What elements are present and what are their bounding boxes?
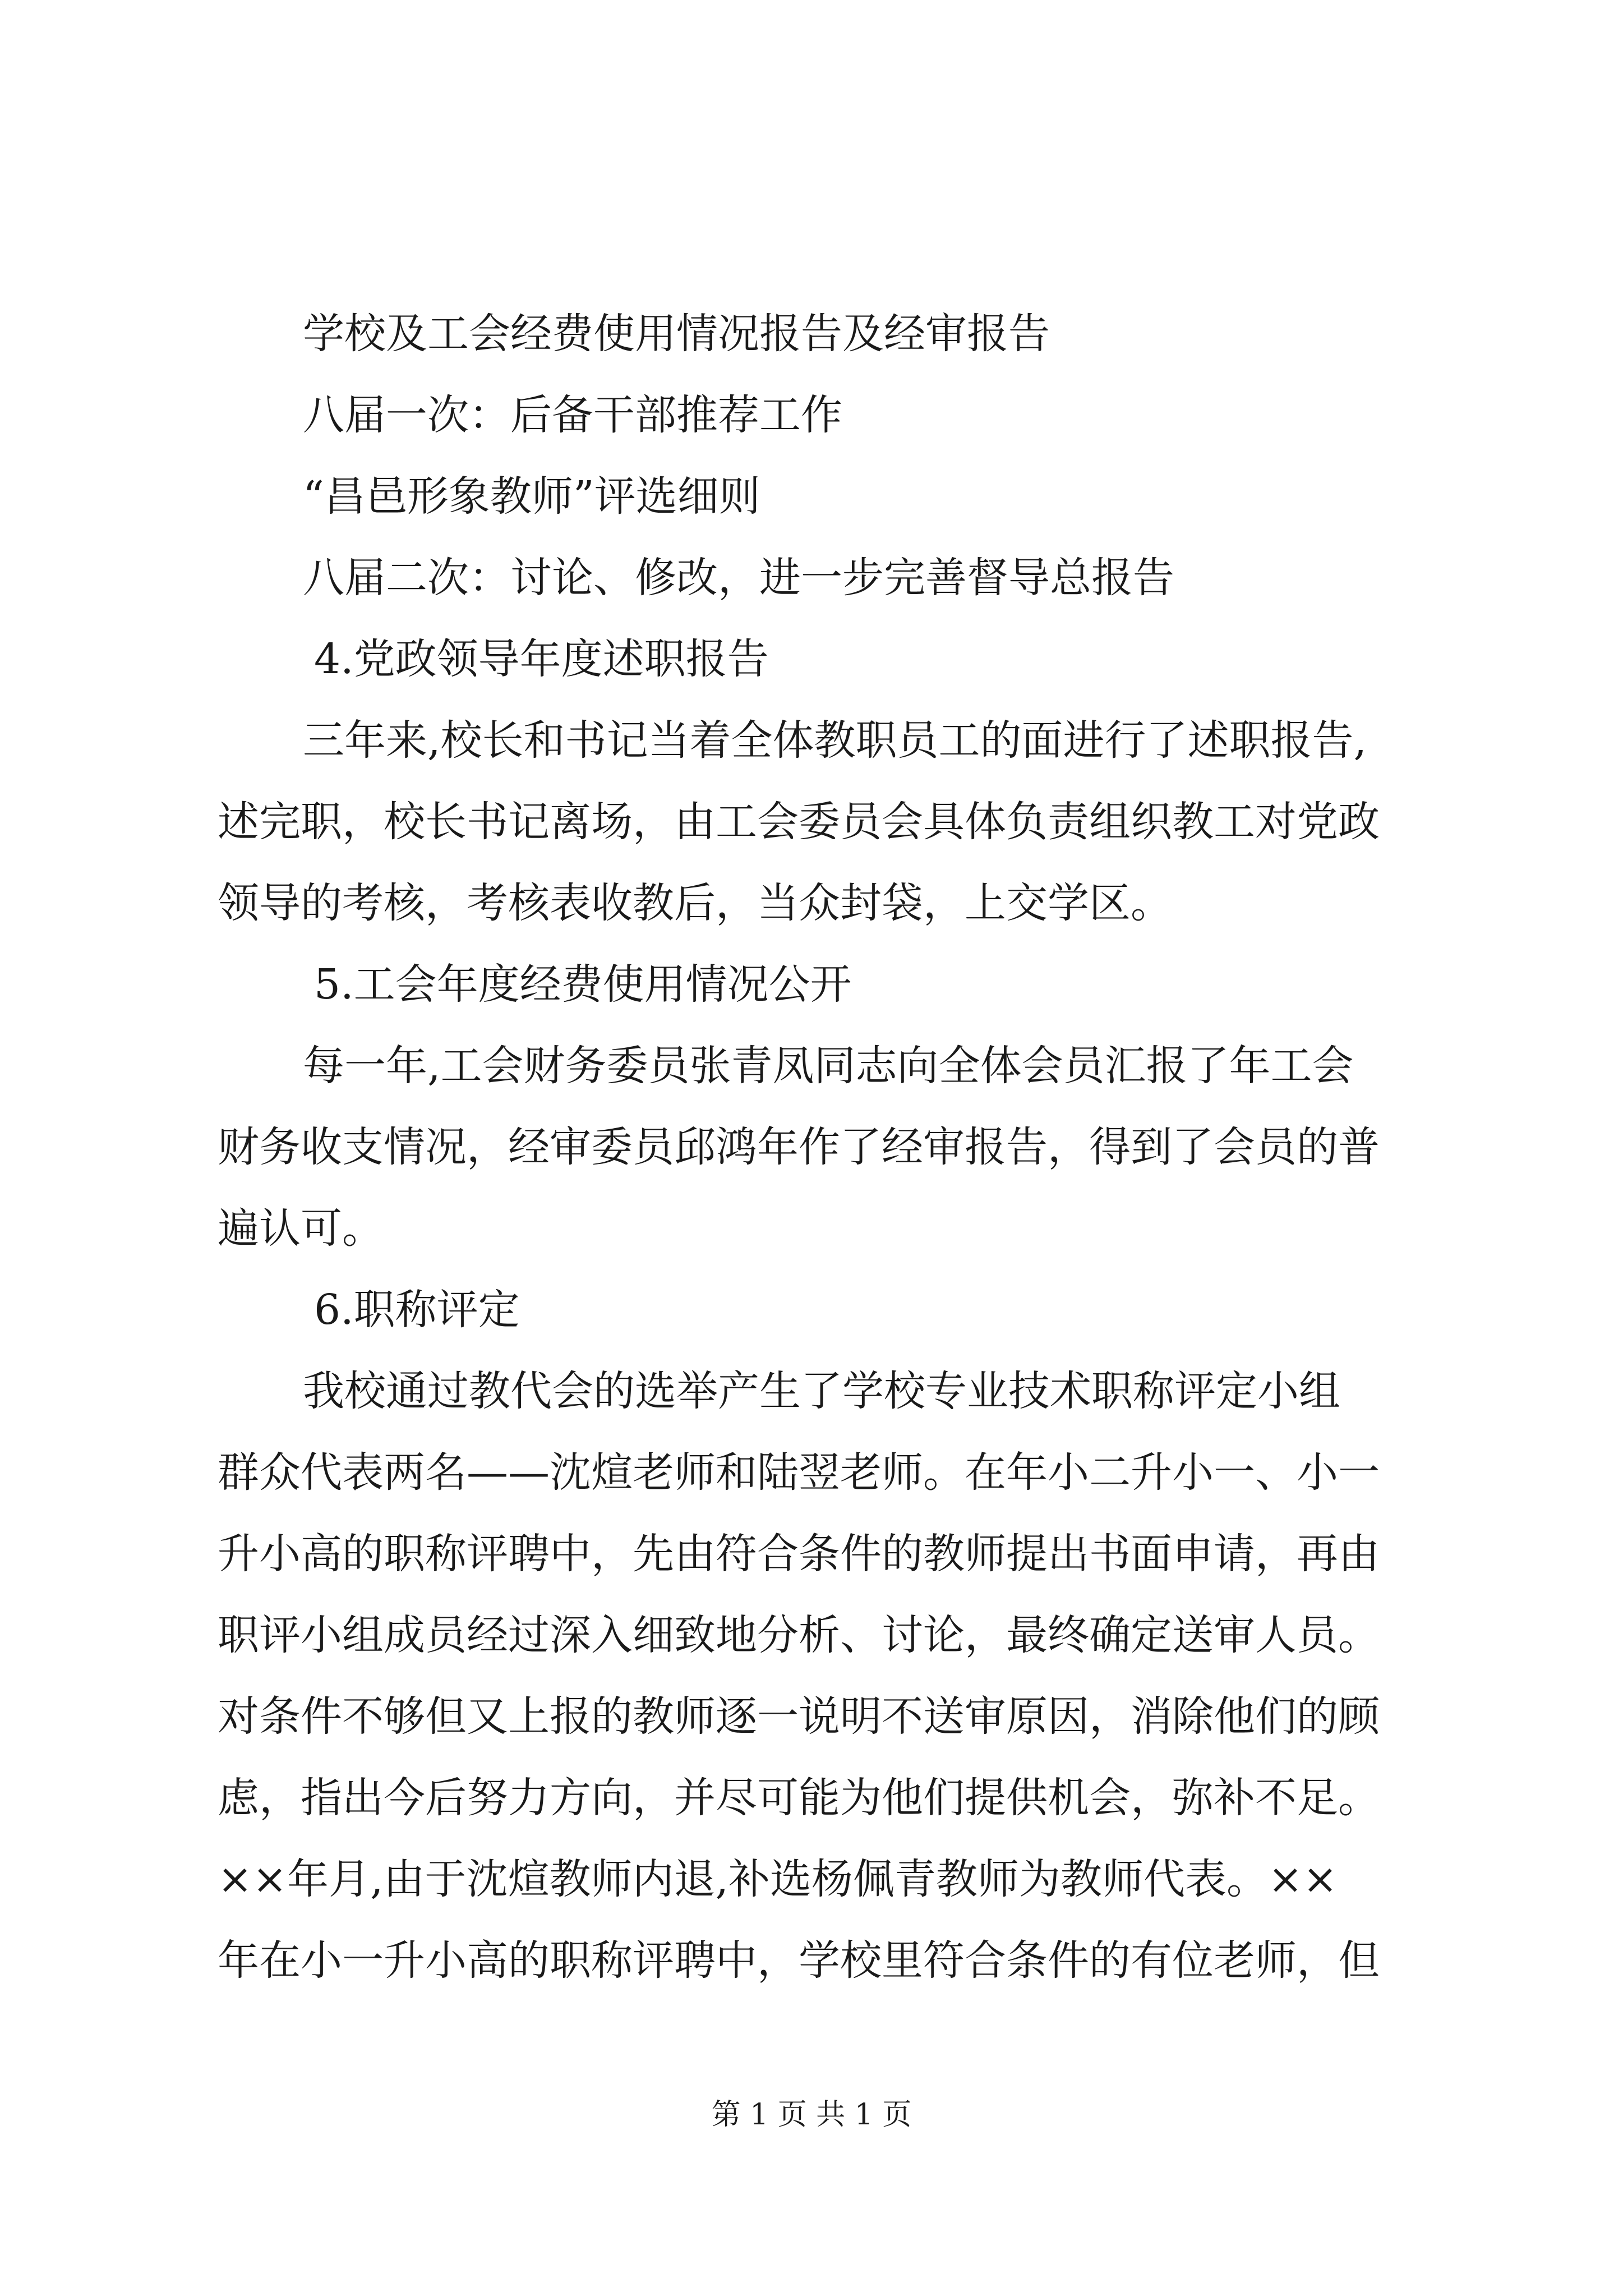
section-heading: 6.职称评定 xyxy=(314,1286,520,1334)
text-line: 学校及工会经费使用情况报告及经审报告 xyxy=(303,310,1050,358)
text-line: 升小高的职称评聘中，先由符合条件的教师提出书面申请，再由 xyxy=(218,1530,1380,1578)
text-line: 八届一次：后备干部推荐工作 xyxy=(303,391,842,439)
text-line: 我校通过教代会的选举产生了学校专业技术职称评定小组 xyxy=(303,1367,1340,1415)
text-line: 年在小一升小高的职称评聘中，学校里符合条件的有位老师，但 xyxy=(218,1936,1380,1985)
text-line: 领导的考核，考核表收教后，当众封袋，上交学区。 xyxy=(218,879,1172,927)
page-footer: 第 1 页 共 1 页 xyxy=(711,2098,912,2132)
text-line: 财务收支情况，经审委员邱鸿年作了经审报告，得到了会员的普 xyxy=(218,1123,1380,1171)
text-line: 遍认可。 xyxy=(218,1204,384,1253)
text-line: 对条件不够但又上报的教师逐一说明不送审原因，消除他们的顾 xyxy=(218,1692,1380,1741)
text-line: 每一年,工会财务委员张青凤同志向全体会员汇报了年工会 xyxy=(303,1042,1354,1090)
text-line: “昌邑形象教师”评选细则 xyxy=(303,472,760,521)
section-heading: 5.工会年度经费使用情况公开 xyxy=(314,960,852,1009)
text-line: 三年来,校长和书记当着全体教职员工的面进行了述职报告, xyxy=(303,716,1367,765)
text-line: 八届二次：讨论、修改，进一步完善督导总报告 xyxy=(303,554,1174,602)
text-line: 述完职，校长书记离场，由工会委员会具体负责组织教工对党政 xyxy=(218,798,1380,846)
text-line: 群众代表两名——沈煊老师和陆翌老师。在年小二升小一、小一 xyxy=(218,1448,1380,1497)
text-line: 职评小组成员经过深入细致地分析、讨论，最终确定送审人员。 xyxy=(218,1611,1380,1659)
text-line: 虑，指出今后努力方向，并尽可能为他们提供机会，弥补不足。 xyxy=(218,1774,1380,1822)
text-line: ××年月,由于沈煊教师内退,补选杨佩青教师为教师代表。×× xyxy=(218,1855,1338,1903)
section-heading: 4.党政领导年度述职报告 xyxy=(314,635,769,683)
